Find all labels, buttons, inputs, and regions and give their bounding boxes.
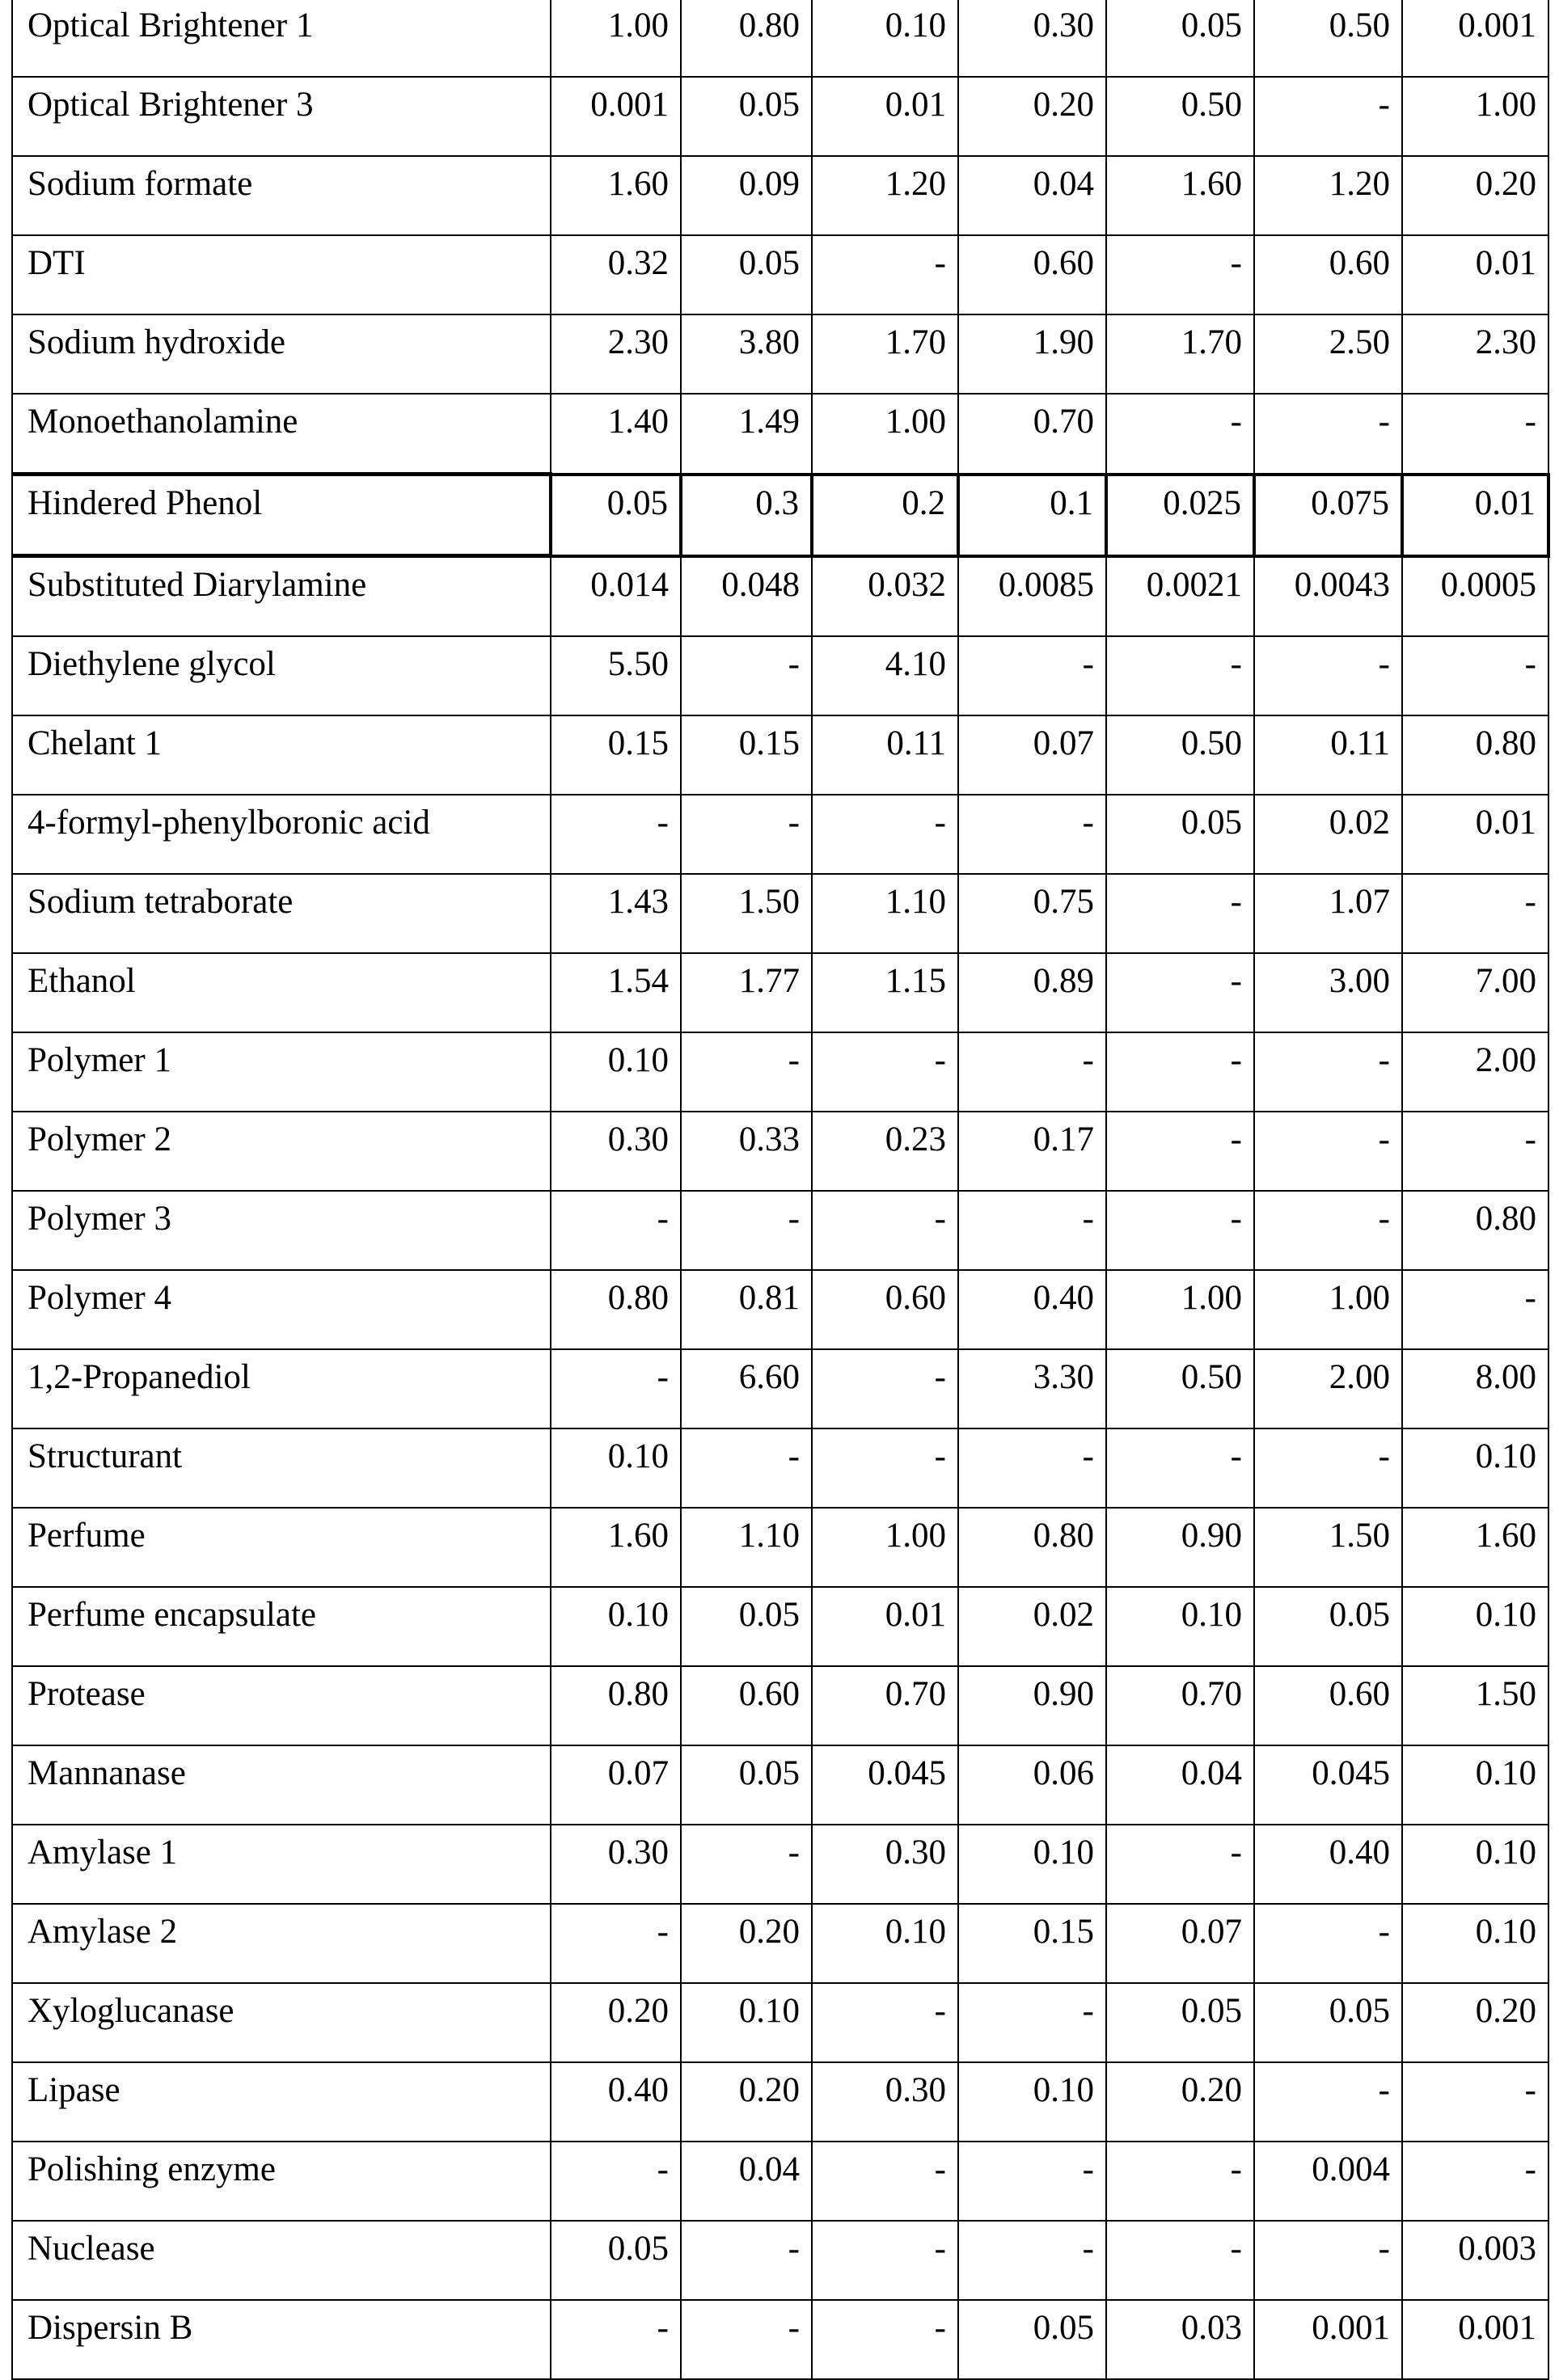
value-cell: 0.05 [1106, 1983, 1254, 2062]
ingredient-name: Optical Brightener 1 [12, 0, 551, 77]
value-cell: 0.05 [1254, 1983, 1402, 2062]
value-cell: 1.50 [1402, 1666, 1548, 1745]
value-cell: - [1106, 1112, 1254, 1191]
value-cell: 0.01 [1402, 795, 1548, 874]
value-cell: 0.045 [812, 1745, 958, 1825]
table-row [12, 1428, 1548, 1508]
value-cell: 0.032 [812, 556, 958, 637]
value-cell: 3.80 [681, 314, 812, 394]
table-row [12, 0, 1548, 77]
table-row [12, 1112, 1548, 1191]
value-cell: 1.00 [812, 1508, 958, 1587]
ingredient-name: Mannanase [12, 1745, 551, 1825]
ingredient-name: Perfume [12, 1508, 551, 1587]
ingredient-name: Dispersin B [12, 2300, 551, 2379]
value-cell: 1.49 [681, 394, 812, 475]
table-row [12, 795, 1548, 874]
value-cell: 0.10 [1402, 1745, 1548, 1825]
value-cell: - [551, 795, 681, 874]
value-cell: 0.70 [1106, 1666, 1254, 1745]
ingredient-name: Hindered Phenol [12, 475, 551, 556]
ingredient-name: Perfume encapsulate [12, 1587, 551, 1666]
value-cell: 0.01 [812, 77, 958, 156]
value-cell: 0.30 [812, 1825, 958, 1904]
table-row [12, 1983, 1548, 2062]
value-cell: 0.80 [681, 0, 812, 77]
value-cell: 0.02 [958, 1587, 1106, 1666]
value-cell: 0.30 [551, 1112, 681, 1191]
value-cell: 0.80 [1402, 715, 1548, 795]
value-cell: - [551, 2142, 681, 2221]
value-cell: 1.00 [1106, 1270, 1254, 1349]
value-cell: - [1106, 1428, 1254, 1508]
ingredient-name: Sodium formate [12, 156, 551, 235]
table-body [12, 0, 1548, 2379]
value-cell: - [958, 1428, 1106, 1508]
value-cell: 0.10 [1402, 1587, 1548, 1666]
value-cell: - [958, 2142, 1106, 2221]
value-cell: 0.10 [1402, 1428, 1548, 1508]
value-cell: 6.60 [681, 1349, 812, 1428]
value-cell: 0.60 [681, 1666, 812, 1745]
value-cell: - [1106, 953, 1254, 1032]
value-cell: - [1402, 394, 1548, 475]
value-cell: 0.80 [551, 1270, 681, 1349]
value-cell: - [1106, 2142, 1254, 2221]
value-cell: - [1254, 1032, 1402, 1112]
value-cell: 0.10 [812, 0, 958, 77]
value-cell: 0.80 [958, 1508, 1106, 1587]
value-cell: - [551, 1349, 681, 1428]
value-cell: 0.05 [681, 1587, 812, 1666]
value-cell: 0.20 [1402, 156, 1548, 235]
ingredient-name: Chelant 1 [12, 715, 551, 795]
value-cell: 0.0043 [1254, 556, 1402, 637]
ingredient-name: Diethylene glycol [12, 636, 551, 715]
value-cell: 0.05 [551, 475, 681, 556]
value-cell: - [1402, 2062, 1548, 2142]
value-cell: 1.07 [1254, 874, 1402, 953]
value-cell: - [1254, 636, 1402, 715]
value-cell: 0.10 [958, 1825, 1106, 1904]
value-cell: 0.20 [551, 1983, 681, 2062]
value-cell: 0.003 [1402, 2221, 1548, 2300]
value-cell: - [551, 1904, 681, 1983]
table-row [12, 1191, 1548, 1270]
value-cell: 0.075 [1254, 475, 1402, 556]
value-cell: - [1254, 1191, 1402, 1270]
table-row [12, 156, 1548, 235]
value-cell: 0.50 [1254, 0, 1402, 77]
value-cell: - [681, 636, 812, 715]
value-cell: 5.50 [551, 636, 681, 715]
value-cell: 0.20 [1402, 1983, 1548, 2062]
value-cell: 1.43 [551, 874, 681, 953]
value-cell: 0.0021 [1106, 556, 1254, 637]
value-cell: - [812, 795, 958, 874]
value-cell: 0.50 [1106, 715, 1254, 795]
value-cell: 0.10 [551, 1428, 681, 1508]
value-cell: 0.06 [958, 1745, 1106, 1825]
table-row [12, 715, 1548, 795]
value-cell: 8.00 [1402, 1349, 1548, 1428]
value-cell: 0.10 [1402, 1825, 1548, 1904]
value-cell: 2.50 [1254, 314, 1402, 394]
value-cell: - [812, 1428, 958, 1508]
value-cell: 0.04 [958, 156, 1106, 235]
value-cell: 7.00 [1402, 953, 1548, 1032]
value-cell: 0.07 [551, 1745, 681, 1825]
table-row [12, 953, 1548, 1032]
value-cell: 0.30 [551, 1825, 681, 1904]
table-row [12, 556, 1548, 637]
value-cell: 0.014 [551, 556, 681, 637]
ingredient-name: Optical Brightener 3 [12, 77, 551, 156]
value-cell: 0.11 [1254, 715, 1402, 795]
value-cell: - [1254, 1428, 1402, 1508]
value-cell: 0.10 [1106, 1587, 1254, 1666]
value-cell: 0.10 [958, 2062, 1106, 2142]
value-cell: - [1402, 1270, 1548, 1349]
value-cell: 1.77 [681, 953, 812, 1032]
value-cell: 0.11 [812, 715, 958, 795]
value-cell: - [681, 1191, 812, 1270]
table-row [12, 394, 1548, 475]
value-cell: 0.048 [681, 556, 812, 637]
value-cell: - [812, 1032, 958, 1112]
table-row [12, 1904, 1548, 1983]
value-cell: - [958, 795, 1106, 874]
value-cell: - [551, 2300, 681, 2379]
value-cell: 0.05 [1106, 795, 1254, 874]
value-cell: 0.01 [1402, 475, 1548, 556]
value-cell: 0.05 [1106, 0, 1254, 77]
table-row [12, 2142, 1548, 2221]
value-cell: 0.10 [551, 1032, 681, 1112]
value-cell: 0.05 [681, 235, 812, 314]
value-cell: 0.0005 [1402, 556, 1548, 637]
value-cell: 0.50 [1106, 1349, 1254, 1428]
value-cell: - [812, 1983, 958, 2062]
value-cell: 0.07 [1106, 1904, 1254, 1983]
value-cell: 0.20 [1106, 2062, 1254, 2142]
value-cell: 0.09 [681, 156, 812, 235]
value-cell: - [681, 1825, 812, 1904]
ingredient-name: 1,2-Propanediol [12, 1349, 551, 1428]
table-row [12, 475, 1548, 556]
value-cell: 1.60 [1402, 1508, 1548, 1587]
value-cell: 1.50 [1254, 1508, 1402, 1587]
ingredient-name: Monoethanolamine [12, 394, 551, 475]
value-cell: 1.00 [812, 394, 958, 475]
ingredient-name: Amylase 2 [12, 1904, 551, 1983]
ingredient-name: Amylase 1 [12, 1825, 551, 1904]
ingredient-name: Polymer 2 [12, 1112, 551, 1191]
ingredient-name: Substituted Diarylamine [12, 556, 551, 637]
value-cell: 0.20 [681, 2062, 812, 2142]
table-row [12, 2300, 1548, 2379]
value-cell: - [1106, 874, 1254, 953]
value-cell: 2.00 [1254, 1349, 1402, 1428]
value-cell: - [1106, 636, 1254, 715]
value-cell: 1.60 [551, 156, 681, 235]
value-cell: - [812, 1349, 958, 1428]
value-cell: 1.00 [1254, 1270, 1402, 1349]
value-cell: 4.10 [812, 636, 958, 715]
value-cell: 0.30 [958, 0, 1106, 77]
value-cell: 0.02 [1254, 795, 1402, 874]
value-cell: 0.05 [681, 1745, 812, 1825]
table-row [12, 1587, 1548, 1666]
ingredient-name: Lipase [12, 2062, 551, 2142]
value-cell: 1.70 [812, 314, 958, 394]
value-cell: - [681, 1428, 812, 1508]
value-cell: 0.05 [551, 2221, 681, 2300]
value-cell: 0.2 [812, 475, 958, 556]
value-cell: 3.00 [1254, 953, 1402, 1032]
value-cell: 0.07 [958, 715, 1106, 795]
table-row [12, 1032, 1548, 1112]
value-cell: 1.00 [551, 0, 681, 77]
value-cell: 0.001 [1402, 2300, 1548, 2379]
value-cell: 0.89 [958, 953, 1106, 1032]
value-cell: 0.0085 [958, 556, 1106, 637]
value-cell: 0.81 [681, 1270, 812, 1349]
table-row [12, 235, 1548, 314]
value-cell: 0.40 [551, 2062, 681, 2142]
value-cell: 0.025 [1106, 475, 1254, 556]
ingredient-name: Polishing enzyme [12, 2142, 551, 2221]
ingredient-name: Sodium hydroxide [12, 314, 551, 394]
value-cell: 0.20 [681, 1904, 812, 1983]
value-cell: - [1402, 2142, 1548, 2221]
value-cell: 0.03 [1106, 2300, 1254, 2379]
table-row [12, 77, 1548, 156]
table-row [12, 1666, 1548, 1745]
table-row [12, 1825, 1548, 1904]
value-cell: 0.15 [551, 715, 681, 795]
value-cell: - [1254, 1112, 1402, 1191]
value-cell: 1.50 [681, 874, 812, 953]
value-cell: 1.20 [812, 156, 958, 235]
value-cell: 0.40 [958, 1270, 1106, 1349]
value-cell: 0.05 [1254, 1587, 1402, 1666]
ingredient-name: DTI [12, 235, 551, 314]
ingredient-name: 4-formyl-phenylboronic acid [12, 795, 551, 874]
ingredient-name: Polymer 3 [12, 1191, 551, 1270]
value-cell: 0.15 [681, 715, 812, 795]
value-cell: - [812, 235, 958, 314]
table-row [12, 1349, 1548, 1428]
value-cell: - [958, 636, 1106, 715]
value-cell: 0.75 [958, 874, 1106, 953]
value-cell: 0.32 [551, 235, 681, 314]
value-cell: 0.04 [681, 2142, 812, 2221]
ingredient-name: Polymer 1 [12, 1032, 551, 1112]
value-cell: 0.05 [681, 77, 812, 156]
value-cell: - [812, 2221, 958, 2300]
value-cell: 1.20 [1254, 156, 1402, 235]
value-cell: 0.045 [1254, 1745, 1402, 1825]
value-cell: - [1254, 2062, 1402, 2142]
value-cell: 0.001 [1402, 0, 1548, 77]
value-cell: 0.15 [958, 1904, 1106, 1983]
value-cell: 0.3 [681, 475, 812, 556]
value-cell: 0.40 [1254, 1825, 1402, 1904]
ingredient-name: Nuclease [12, 2221, 551, 2300]
value-cell: - [1402, 636, 1548, 715]
value-cell: - [1254, 394, 1402, 475]
value-cell: - [1254, 2221, 1402, 2300]
ingredient-name: Xyloglucanase [12, 1983, 551, 2062]
value-cell: 1.10 [681, 1508, 812, 1587]
value-cell: 0.10 [812, 1904, 958, 1983]
value-cell: - [1254, 77, 1402, 156]
value-cell: 0.30 [812, 2062, 958, 2142]
value-cell: 3.30 [958, 1349, 1106, 1428]
value-cell: 0.10 [1402, 1904, 1548, 1983]
value-cell: 2.30 [551, 314, 681, 394]
value-cell: 0.10 [681, 1983, 812, 2062]
value-cell: 0.01 [812, 1587, 958, 1666]
value-cell: 2.30 [1402, 314, 1548, 394]
value-cell: 1.00 [1402, 77, 1548, 156]
value-cell: 1.90 [958, 314, 1106, 394]
value-cell: - [1106, 2221, 1254, 2300]
value-cell: - [681, 1032, 812, 1112]
table-row [12, 2221, 1548, 2300]
value-cell: - [1106, 1191, 1254, 1270]
value-cell: 1.10 [812, 874, 958, 953]
value-cell: - [1106, 394, 1254, 475]
value-cell: - [958, 1191, 1106, 1270]
value-cell: - [812, 1191, 958, 1270]
formulation-table [11, 0, 1550, 2380]
value-cell: 0.70 [812, 1666, 958, 1745]
ingredient-name: Polymer 4 [12, 1270, 551, 1349]
value-cell: - [1106, 1032, 1254, 1112]
table-row [12, 1508, 1548, 1587]
value-cell: 0.90 [1106, 1508, 1254, 1587]
value-cell: 0.05 [958, 2300, 1106, 2379]
value-cell: - [551, 1191, 681, 1270]
value-cell: 1.60 [551, 1508, 681, 1587]
value-cell: 0.01 [1402, 235, 1548, 314]
value-cell: 0.70 [958, 394, 1106, 475]
value-cell: 1.60 [1106, 156, 1254, 235]
value-cell: 1.70 [1106, 314, 1254, 394]
value-cell: - [681, 2221, 812, 2300]
value-cell: - [1402, 1112, 1548, 1191]
value-cell: 0.17 [958, 1112, 1106, 1191]
value-cell: - [1254, 1904, 1402, 1983]
value-cell: - [812, 2300, 958, 2379]
value-cell: - [1106, 1825, 1254, 1904]
value-cell: 0.1 [958, 475, 1106, 556]
table-row [12, 1745, 1548, 1825]
table-row [12, 636, 1548, 715]
value-cell: 0.60 [812, 1270, 958, 1349]
value-cell: 0.60 [1254, 235, 1402, 314]
value-cell: 0.001 [551, 77, 681, 156]
table-row [12, 874, 1548, 953]
value-cell: 0.50 [1106, 77, 1254, 156]
value-cell: 0.80 [551, 1666, 681, 1745]
value-cell: - [681, 2300, 812, 2379]
value-cell: 0.001 [1254, 2300, 1402, 2379]
value-cell: 0.60 [958, 235, 1106, 314]
value-cell: 0.23 [812, 1112, 958, 1191]
value-cell: 0.60 [1254, 1666, 1402, 1745]
value-cell: 0.04 [1106, 1745, 1254, 1825]
value-cell: 1.15 [812, 953, 958, 1032]
value-cell: - [958, 2221, 1106, 2300]
value-cell: 0.10 [551, 1587, 681, 1666]
ingredient-name: Sodium tetraborate [12, 874, 551, 953]
ingredient-name: Structurant [12, 1428, 551, 1508]
value-cell: 0.90 [958, 1666, 1106, 1745]
value-cell: 0.20 [958, 77, 1106, 156]
ingredient-name: Ethanol [12, 953, 551, 1032]
value-cell: 1.54 [551, 953, 681, 1032]
ingredient-name: Protease [12, 1666, 551, 1745]
table-row [12, 314, 1548, 394]
table-row [12, 1270, 1548, 1349]
value-cell: 0.33 [681, 1112, 812, 1191]
value-cell: - [958, 1983, 1106, 2062]
value-cell: - [681, 795, 812, 874]
value-cell: 1.40 [551, 394, 681, 475]
value-cell: 0.80 [1402, 1191, 1548, 1270]
value-cell: - [812, 2142, 958, 2221]
value-cell: - [958, 1032, 1106, 1112]
value-cell: - [1106, 235, 1254, 314]
value-cell: - [1402, 874, 1548, 953]
table-row [12, 2062, 1548, 2142]
value-cell: 0.004 [1254, 2142, 1402, 2221]
value-cell: 2.00 [1402, 1032, 1548, 1112]
